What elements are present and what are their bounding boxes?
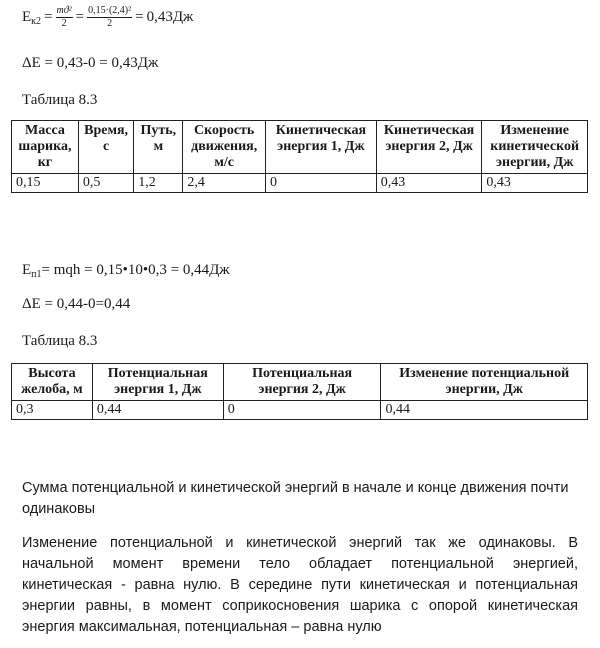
header-cell: Высота желоба, м	[12, 364, 93, 401]
fraction-m-v2: $\frac{\text{mϑ²}}{2}$	[56, 5, 72, 29]
table-header-row	[12, 364, 588, 401]
table2-caption: Таблица 8.3	[22, 333, 98, 349]
header-cell: Масса шарика, кг	[12, 121, 79, 174]
formula-lhs: $E_{к2}$	[22, 8, 42, 27]
table-header-row	[12, 121, 588, 174]
conclusion-paragraph-2: Изменение потенциальной и кинетической энергий так же одинаковы. В начальной момент времени тело обладает потенциальной энергией, кинетическая - равна нулю. В середине пути кинетическая и потенциальная энергии равны, в момент соприкосновения шарика с опорой кинетическая энергия максимальная, потенциальная – равна нулю	[22, 535, 578, 635]
delta-kinetic: ΔE = 0,43-0 = 0,43Дж	[22, 55, 159, 71]
potential-energy-formula: $E_{п1}=$ mqh = 0,15•10•0,3 = 0,44Дж	[22, 262, 230, 280]
table-row	[12, 401, 588, 420]
table-cell: 0,44	[381, 401, 588, 420]
table-cell: 1,2	[134, 174, 183, 193]
table1-caption: Таблица 8.3	[22, 92, 98, 108]
header-cell: Время, с	[78, 121, 133, 174]
kinetic-energy-table	[11, 120, 588, 193]
kinetic-energy-formula: $E_{к2}$ = $\frac{\text{mϑ²}}{2}$ = $\frac{\text{0,15·(2,4)²}}{2}$ = 0,43Дж	[22, 5, 194, 29]
header-cell: Скорость движения, м/с	[183, 121, 266, 174]
header-cell: Изменение кинетической энергии, Дж	[482, 121, 588, 174]
table-cell: 0,44	[92, 401, 223, 420]
table-cell: 0,15	[12, 174, 79, 193]
table-cell: 0	[265, 174, 376, 193]
table-cell: 0,43	[482, 174, 588, 193]
header-cell: Кинетическая энергия 2, Дж	[376, 121, 482, 174]
table-cell: 0,3	[12, 401, 93, 420]
formula-result: 0,43Дж	[146, 9, 194, 25]
conclusion-paragraph-1: Сумма потенциальной и кинетической энергий в начале и конце движения почти одинаковы	[22, 480, 569, 517]
table-cell: 0	[223, 401, 381, 420]
header-cell: Потенциальная энергия 2, Дж	[223, 364, 381, 401]
table-cell: 0,43	[376, 174, 482, 193]
fraction-values: $\frac{\text{0,15·(2,4)²}}{2}$	[88, 5, 132, 29]
header-cell: Кинетическая энергия 1, Дж	[265, 121, 376, 174]
potential-energy-table	[11, 363, 588, 420]
table-row	[12, 174, 588, 193]
table-cell: 2,4	[183, 174, 266, 193]
delta-potential: ΔE = 0,44-0=0,44	[22, 296, 131, 312]
header-cell: Путь, м	[134, 121, 183, 174]
header-cell: Потенциальная энергия 1, Дж	[92, 364, 223, 401]
table-cell: 0,5	[78, 174, 133, 193]
header-cell: Изменение потенциальной энергии, Дж	[381, 364, 588, 401]
